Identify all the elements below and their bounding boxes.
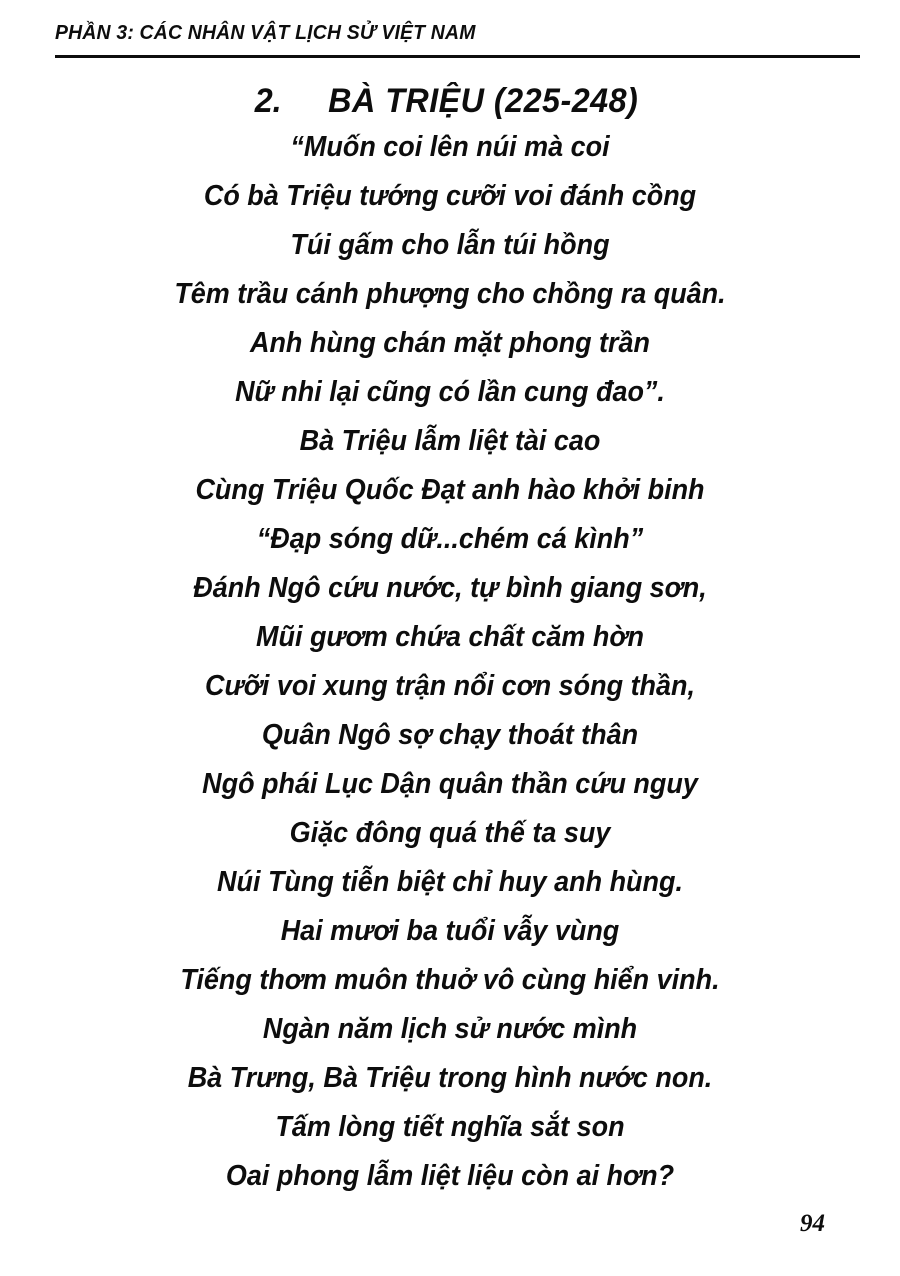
page-number: 94 bbox=[800, 1210, 825, 1237]
poem-line: Mũi gươm chứa chất căm hờn bbox=[256, 621, 644, 653]
poem-title-text: BÀ TRIỆU (225-248) bbox=[328, 82, 639, 120]
chapter-heading: PHẦN 3: CÁC NHÂN VẬT LỊCH SỬ VIỆT NAM bbox=[55, 22, 476, 44]
poem-title bbox=[0, 82, 900, 121]
poem-line: Cùng Triệu Quốc Đạt anh hào khởi binh bbox=[195, 474, 705, 506]
poem-line: Bà Trưng, Bà Triệu trong hình nước non. bbox=[187, 1062, 713, 1094]
poem-body bbox=[0, 123, 900, 1201]
poem-line: Tiếng thơm muôn thuở vô cùng hiển vinh. bbox=[180, 964, 720, 996]
poem-line: Túi gấm cho lẫn túi hồng bbox=[290, 229, 610, 261]
poem-line: Têm trầu cánh phượng cho chồng ra quân. bbox=[174, 278, 726, 310]
poem-line: Oai phong lẫm liệt liệu còn ai hơn? bbox=[225, 1160, 675, 1192]
poem-line: Ngàn năm lịch sử nước mình bbox=[262, 1013, 638, 1045]
poem-line: Quân Ngô sợ chạy thoát thân bbox=[261, 719, 639, 751]
poem-line: Đánh Ngô cứu nước, tự bình giang sơn, bbox=[193, 572, 707, 604]
poem-line: Có bà Triệu tướng cưỡi voi đánh cồng bbox=[203, 180, 697, 212]
poem-line: Nữ nhi lại cũng có lần cung đao”. bbox=[235, 376, 665, 408]
poem-line: “Muốn coi lên núi mà coi bbox=[290, 131, 610, 163]
poem-number: 2. bbox=[254, 82, 282, 120]
poem-line: “Đạp sóng dữ...chém cá kình” bbox=[256, 523, 644, 555]
poem-line: Ngô phái Lục Dận quân thần cứu nguy bbox=[202, 768, 698, 800]
poem-line: Tấm lòng tiết nghĩa sắt son bbox=[275, 1111, 625, 1143]
poem-line: Cưỡi voi xung trận nổi cơn sóng thần, bbox=[205, 670, 695, 702]
poem-line: Anh hùng chán mặt phong trần bbox=[249, 327, 651, 359]
poem-line: Bà Triệu lẫm liệt tài cao bbox=[299, 425, 601, 457]
header-rule bbox=[55, 55, 860, 58]
poem-line: Giặc đông quá thế ta suy bbox=[289, 817, 611, 849]
poem-line: Hai mươi ba tuổi vẫy vùng bbox=[280, 915, 620, 947]
poem-line: Núi Tùng tiễn biệt chỉ huy anh hùng. bbox=[217, 866, 683, 898]
